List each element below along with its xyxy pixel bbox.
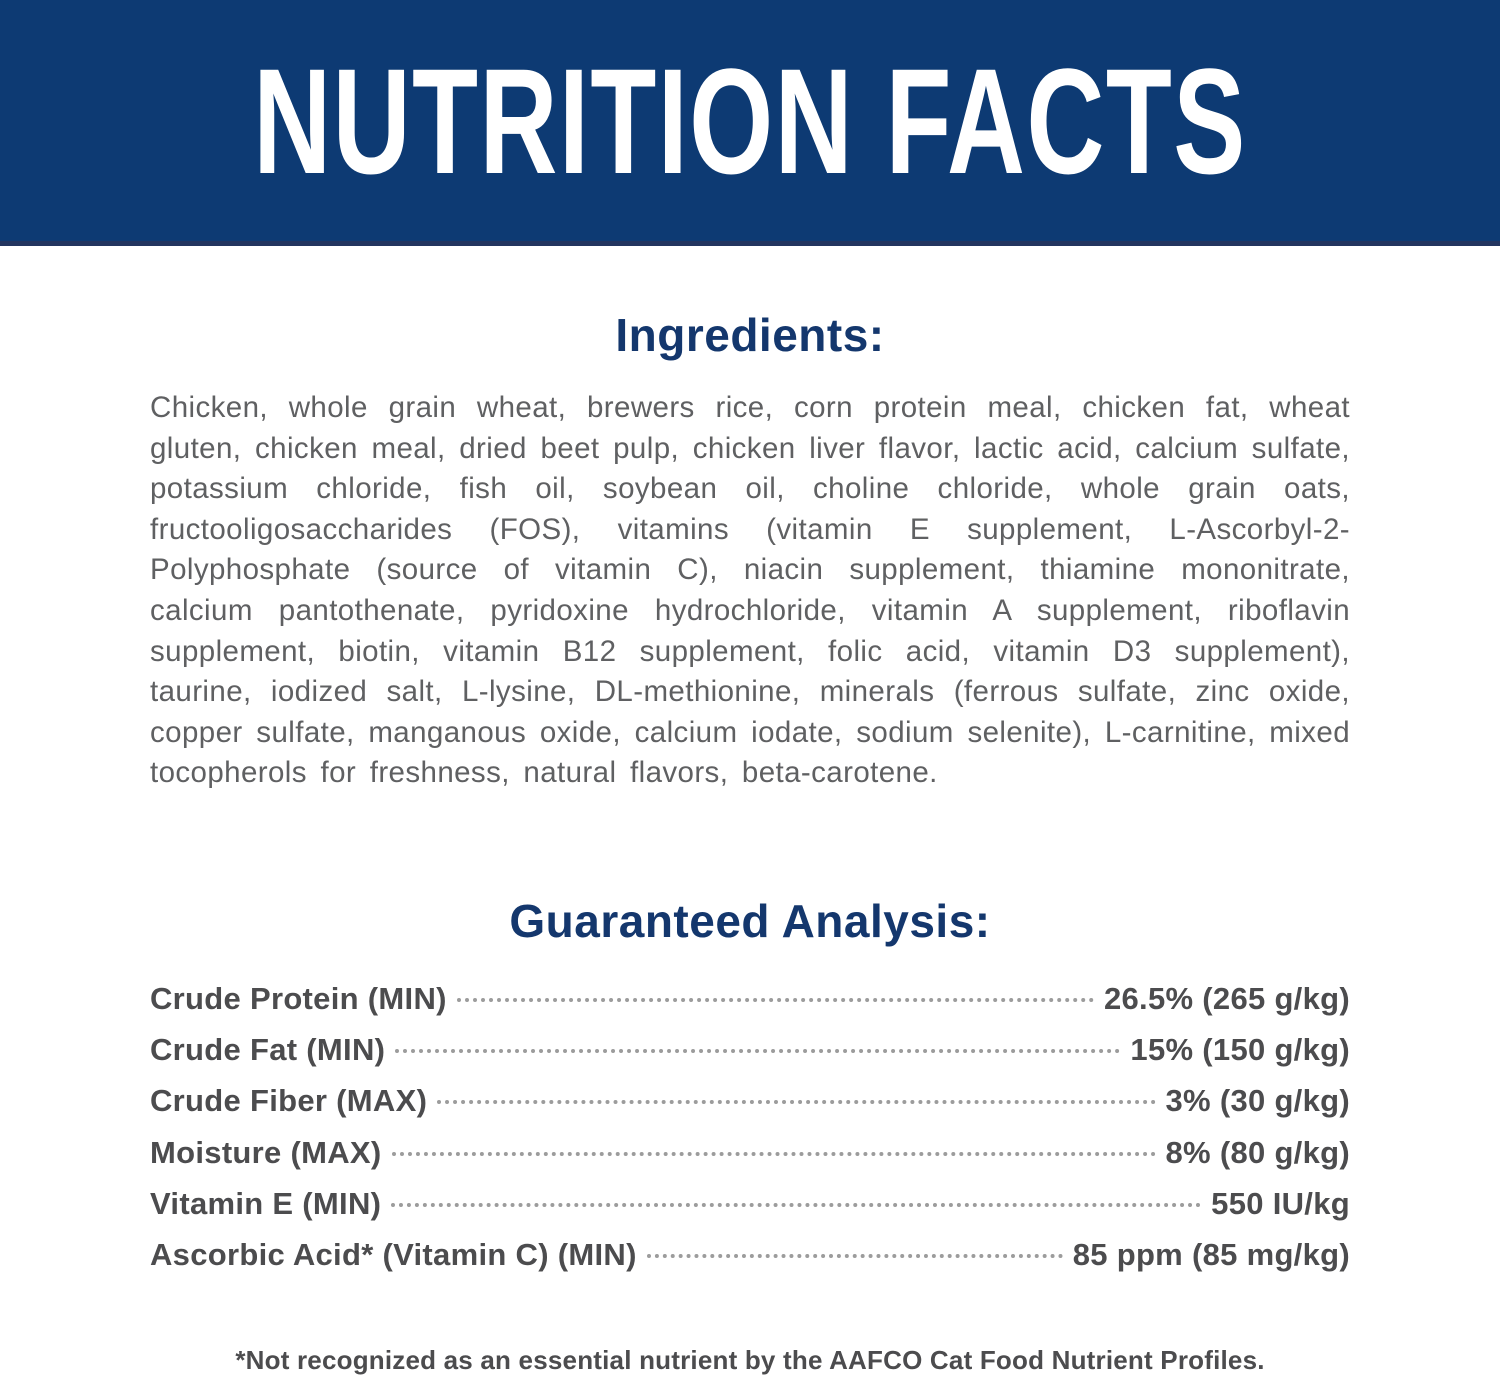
dot-leader xyxy=(395,1049,1120,1053)
analysis-label: Moisture (MAX) xyxy=(150,1134,382,1170)
dot-leader xyxy=(437,1100,1155,1104)
dot-leader xyxy=(392,1152,1156,1156)
analysis-row-crude-fat xyxy=(150,1031,1350,1068)
guaranteed-analysis-heading: Guaranteed Analysis: xyxy=(509,894,991,947)
analysis-value: 3% (30 g/kg) xyxy=(1165,1083,1350,1119)
analysis-row-moisture xyxy=(150,1134,1350,1171)
dot-leader xyxy=(647,1254,1063,1258)
guaranteed-analysis-table xyxy=(150,980,1350,1273)
ingredients-heading: Ingredients: xyxy=(615,309,885,361)
label-content xyxy=(150,308,1350,1386)
ingredients-text: Chicken, whole grain wheat, brewers rice, corn protein meal, chicken fat, wheat gluten, chicken meal, dried beet pulp, chicken liver flavor, lactic acid, calcium sulfate, potassium chloride, fish oil, soybean oil, choline chloride, whole grain oats, fructooligosaccharides (FOS), vitamins (vitamin E supplement, L-Ascorbyl-2-Polyphosphate (source of vitamin C), niacin supplement, thiamine mononitrate, calcium pantothenate, pyridoxine hydrochloride, vitamin A supplement, riboflavin supplement, biotin, vitamin B12 supplement, folic acid, vitamin D3 supplement), taurine, iodized salt, L-lysine, DL-methionine, minerals (ferrous sulfate, zinc oxide, copper sulfate, manganous oxide, calcium iodate, sodium selenite), L-carnitine, mixed tocopherols for freshness, natural flavors, beta-carotene. xyxy=(150,391,1350,790)
dot-leader xyxy=(391,1203,1201,1207)
analysis-label: Ascorbic Acid* (Vitamin C) (MIN) xyxy=(150,1236,637,1272)
analysis-row-vitamin-e xyxy=(150,1185,1350,1222)
analysis-value: 550 IU/kg xyxy=(1211,1185,1350,1221)
page-title: NUTRITION FACTS xyxy=(253,36,1247,205)
analysis-label: Crude Fat (MIN) xyxy=(150,1032,386,1068)
analysis-row-crude-protein xyxy=(150,980,1350,1017)
header-banner xyxy=(0,0,1500,246)
analysis-value: 26.5% (265 g/kg) xyxy=(1103,980,1350,1016)
analysis-value: 15% (150 g/kg) xyxy=(1130,1032,1350,1068)
analysis-row-crude-fiber xyxy=(150,1082,1350,1119)
aafco-footnote: *Not recognized as an essential nutrient by the AAFCO Cat Food Nutrient Profiles. xyxy=(235,1345,1265,1376)
analysis-row-ascorbic-acid xyxy=(150,1236,1350,1273)
dot-leader xyxy=(457,998,1094,1002)
analysis-label: Crude Protein (MIN) xyxy=(150,980,447,1016)
analysis-label: Vitamin E (MIN) xyxy=(150,1185,382,1221)
analysis-value: 8% (80 g/kg) xyxy=(1165,1134,1350,1170)
analysis-value: 85 ppm (85 mg/kg) xyxy=(1072,1236,1350,1272)
analysis-label: Crude Fiber (MAX) xyxy=(150,1083,428,1119)
